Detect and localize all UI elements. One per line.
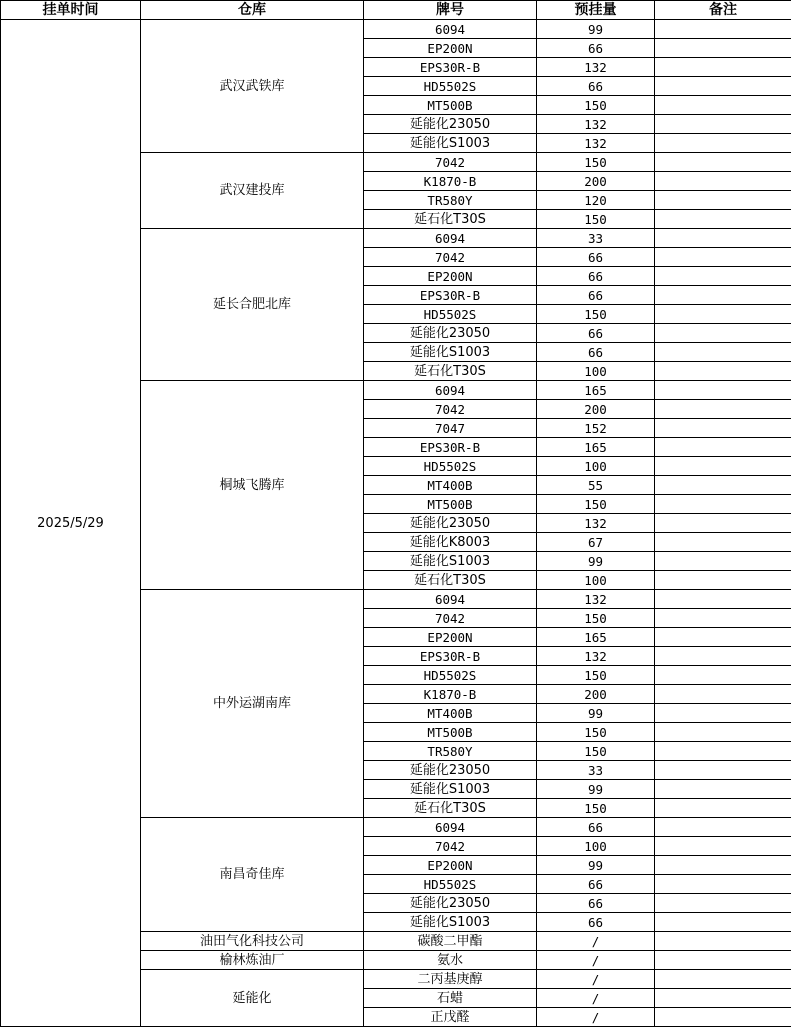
note-cell xyxy=(655,704,791,723)
quantity-cell: 66 xyxy=(537,894,655,913)
grade-cell: 延能化S1003 xyxy=(364,134,537,153)
note-cell xyxy=(655,723,791,742)
header-row xyxy=(1,1,791,20)
note-cell xyxy=(655,457,791,476)
note-cell xyxy=(655,115,791,134)
grade-cell: 7042 xyxy=(364,248,537,267)
quantity-cell: 150 xyxy=(537,799,655,818)
grade-cell: EPS30R-B xyxy=(364,286,537,305)
note-cell xyxy=(655,780,791,799)
header-grade: 牌号 xyxy=(364,1,537,20)
quantity-cell: 165 xyxy=(537,381,655,400)
quantity-cell: 150 xyxy=(537,305,655,324)
note-cell xyxy=(655,134,791,153)
note-cell xyxy=(655,989,791,1008)
note-cell xyxy=(655,1008,791,1027)
quantity-cell: 132 xyxy=(537,115,655,134)
header-qty: 预挂量 xyxy=(537,1,655,20)
grade-cell: K1870-B xyxy=(364,685,537,704)
grade-cell: 延能化S1003 xyxy=(364,552,537,571)
note-cell xyxy=(655,305,791,324)
quantity-cell: / xyxy=(537,970,655,989)
grade-cell: 二丙基庚醇 xyxy=(364,970,537,989)
grade-cell: EP200N xyxy=(364,856,537,875)
note-cell xyxy=(655,818,791,837)
quantity-cell: 200 xyxy=(537,685,655,704)
grade-cell: 6094 xyxy=(364,229,537,248)
grade-cell: 延石化T30S xyxy=(364,210,537,229)
note-cell xyxy=(655,324,791,343)
grade-cell: TR580Y xyxy=(364,191,537,210)
note-cell xyxy=(655,571,791,590)
grade-cell: HD5502S xyxy=(364,666,537,685)
grade-cell: HD5502S xyxy=(364,457,537,476)
table-body xyxy=(1,20,791,1027)
grade-cell: EPS30R-B xyxy=(364,647,537,666)
grade-cell: 碳酸二甲酯 xyxy=(364,932,537,951)
grade-cell: TR580Y xyxy=(364,742,537,761)
note-cell xyxy=(655,913,791,932)
note-cell xyxy=(655,248,791,267)
quantity-cell: / xyxy=(537,951,655,970)
quantity-cell: 66 xyxy=(537,39,655,58)
grade-cell: HD5502S xyxy=(364,875,537,894)
quantity-cell: 150 xyxy=(537,96,655,115)
quantity-cell: 150 xyxy=(537,742,655,761)
grade-cell: 延能化S1003 xyxy=(364,343,537,362)
grade-cell: MT500B xyxy=(364,96,537,115)
grade-cell: 延能化23050 xyxy=(364,514,537,533)
quantity-cell: 99 xyxy=(537,552,655,571)
note-cell xyxy=(655,799,791,818)
warehouse-cell: 中外运湖南库 xyxy=(141,590,364,818)
note-cell xyxy=(655,761,791,780)
quantity-cell: 165 xyxy=(537,628,655,647)
note-cell xyxy=(655,894,791,913)
note-cell xyxy=(655,552,791,571)
grade-cell: MT400B xyxy=(364,476,537,495)
note-cell xyxy=(655,20,791,39)
note-cell xyxy=(655,191,791,210)
grade-cell: 7047 xyxy=(364,419,537,438)
note-cell xyxy=(655,514,791,533)
grade-cell: 7042 xyxy=(364,153,537,172)
quantity-cell: 66 xyxy=(537,77,655,96)
quantity-cell: 132 xyxy=(537,58,655,77)
warehouse-cell: 延长合肥北库 xyxy=(141,229,364,381)
listing-date-cell: 2025/5/29 xyxy=(1,20,141,1027)
note-cell xyxy=(655,609,791,628)
note-cell xyxy=(655,77,791,96)
grade-cell: 延能化K8003 xyxy=(364,533,537,552)
warehouse-cell: 榆林炼油厂 xyxy=(141,951,364,970)
quantity-cell: 152 xyxy=(537,419,655,438)
note-cell xyxy=(655,495,791,514)
grade-cell: 7042 xyxy=(364,837,537,856)
quantity-cell: 150 xyxy=(537,153,655,172)
quantity-cell: 100 xyxy=(537,571,655,590)
quantity-cell: 55 xyxy=(537,476,655,495)
note-cell xyxy=(655,381,791,400)
note-cell xyxy=(655,362,791,381)
quantity-cell: 150 xyxy=(537,723,655,742)
quantity-cell: / xyxy=(537,932,655,951)
note-cell xyxy=(655,229,791,248)
grade-cell: EP200N xyxy=(364,628,537,647)
grade-cell: 延能化S1003 xyxy=(364,780,537,799)
grade-cell: K1870-B xyxy=(364,172,537,191)
grade-cell: 延能化23050 xyxy=(364,115,537,134)
header-warehouse: 仓库 xyxy=(141,1,364,20)
note-cell xyxy=(655,172,791,191)
note-cell xyxy=(655,210,791,229)
note-cell xyxy=(655,856,791,875)
grade-cell: 延能化S1003 xyxy=(364,913,537,932)
note-cell xyxy=(655,476,791,495)
grade-cell: MT400B xyxy=(364,704,537,723)
quantity-cell: 66 xyxy=(537,913,655,932)
note-cell xyxy=(655,419,791,438)
quantity-cell: 66 xyxy=(537,818,655,837)
grade-cell: 延石化T30S xyxy=(364,571,537,590)
note-cell xyxy=(655,39,791,58)
quantity-cell: 150 xyxy=(537,210,655,229)
note-cell xyxy=(655,685,791,704)
table-row xyxy=(1,20,791,39)
quantity-cell: 66 xyxy=(537,324,655,343)
quantity-cell: 200 xyxy=(537,400,655,419)
quantity-cell: 99 xyxy=(537,704,655,723)
grade-cell: EPS30R-B xyxy=(364,58,537,77)
quantity-cell: 132 xyxy=(537,134,655,153)
header-date: 挂单时间 xyxy=(1,1,141,20)
grade-cell: EPS30R-B xyxy=(364,438,537,457)
quantity-cell: / xyxy=(537,989,655,1008)
note-cell xyxy=(655,96,791,115)
note-cell xyxy=(655,533,791,552)
note-cell xyxy=(655,970,791,989)
note-cell xyxy=(655,951,791,970)
warehouse-cell: 南昌奇佳库 xyxy=(141,818,364,932)
quantity-cell: 33 xyxy=(537,229,655,248)
grade-cell: EP200N xyxy=(364,39,537,58)
note-cell xyxy=(655,666,791,685)
grade-cell: 石蜡 xyxy=(364,989,537,1008)
grade-cell: 6094 xyxy=(364,381,537,400)
quantity-cell: 165 xyxy=(537,438,655,457)
quantity-cell: 67 xyxy=(537,533,655,552)
note-cell xyxy=(655,267,791,286)
quantity-cell: / xyxy=(537,1008,655,1027)
grade-cell: 延能化23050 xyxy=(364,894,537,913)
quantity-cell: 150 xyxy=(537,495,655,514)
quantity-cell: 66 xyxy=(537,343,655,362)
warehouse-cell: 油田气化科技公司 xyxy=(141,932,364,951)
grade-cell: HD5502S xyxy=(364,77,537,96)
grade-cell: 延能化23050 xyxy=(364,324,537,343)
grade-cell: EP200N xyxy=(364,267,537,286)
grade-cell: 7042 xyxy=(364,609,537,628)
note-cell xyxy=(655,628,791,647)
quantity-cell: 150 xyxy=(537,666,655,685)
quantity-cell: 99 xyxy=(537,780,655,799)
quantity-cell: 66 xyxy=(537,248,655,267)
quantity-cell: 200 xyxy=(537,172,655,191)
grade-cell: 氨水 xyxy=(364,951,537,970)
quantity-cell: 33 xyxy=(537,761,655,780)
note-cell xyxy=(655,58,791,77)
grade-cell: MT500B xyxy=(364,723,537,742)
note-cell xyxy=(655,343,791,362)
quantity-cell: 132 xyxy=(537,647,655,666)
quantity-cell: 99 xyxy=(537,856,655,875)
grade-cell: 延石化T30S xyxy=(364,799,537,818)
quantity-cell: 66 xyxy=(537,267,655,286)
note-cell xyxy=(655,647,791,666)
grade-cell: 6094 xyxy=(364,818,537,837)
note-cell xyxy=(655,932,791,951)
quantity-cell: 132 xyxy=(537,590,655,609)
header-note: 备注 xyxy=(655,1,791,20)
note-cell xyxy=(655,286,791,305)
warehouse-cell: 武汉建投库 xyxy=(141,153,364,229)
grade-cell: 延能化23050 xyxy=(364,761,537,780)
quantity-cell: 66 xyxy=(537,875,655,894)
note-cell xyxy=(655,400,791,419)
grade-cell: 延石化T30S xyxy=(364,362,537,381)
note-cell xyxy=(655,875,791,894)
note-cell xyxy=(655,590,791,609)
grade-cell: MT500B xyxy=(364,495,537,514)
quantity-cell: 150 xyxy=(537,609,655,628)
quantity-cell: 100 xyxy=(537,837,655,856)
quantity-cell: 100 xyxy=(537,362,655,381)
grade-cell: 6094 xyxy=(364,590,537,609)
note-cell xyxy=(655,742,791,761)
note-cell xyxy=(655,153,791,172)
warehouse-cell: 桐城飞腾库 xyxy=(141,381,364,590)
grade-cell: 6094 xyxy=(364,20,537,39)
quantity-cell: 120 xyxy=(537,191,655,210)
note-cell xyxy=(655,438,791,457)
warehouse-cell: 武汉武铁库 xyxy=(141,20,364,153)
grade-cell: 正戊醛 xyxy=(364,1008,537,1027)
quantity-cell: 99 xyxy=(537,20,655,39)
quantity-cell: 132 xyxy=(537,514,655,533)
quantity-cell: 100 xyxy=(537,457,655,476)
note-cell xyxy=(655,837,791,856)
grade-cell: HD5502S xyxy=(364,305,537,324)
warehouse-cell: 延能化 xyxy=(141,970,364,1027)
quantity-cell: 66 xyxy=(537,286,655,305)
grade-cell: 7042 xyxy=(364,400,537,419)
